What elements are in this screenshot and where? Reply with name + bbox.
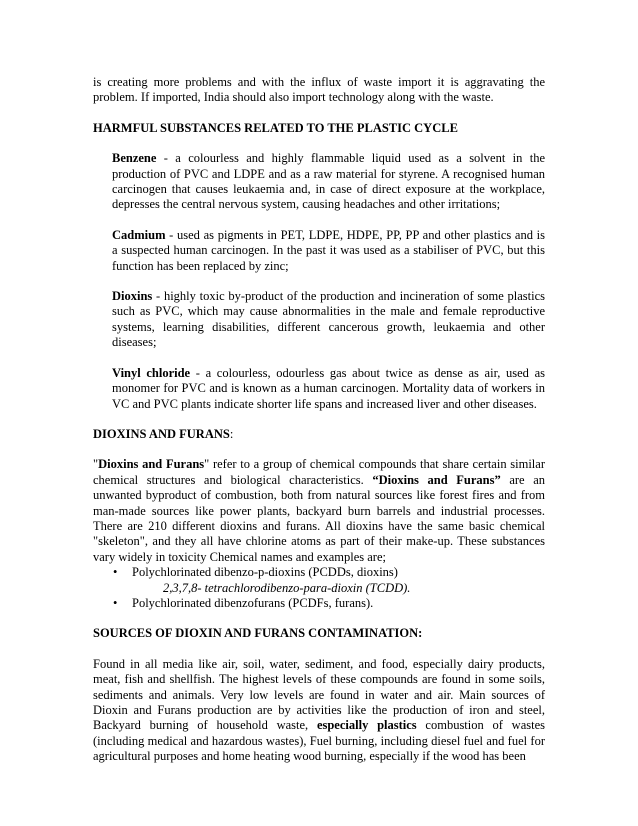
list-item: • Polychlorinated dibenzo-p-dioxins (PCDDs, dioxins) bbox=[113, 565, 545, 580]
list-item: • Polychlorinated dibenzofurans (PCDFs, furans). bbox=[113, 596, 545, 611]
intro-paragraph: is creating more problems and with the influx of waste import it is aggravating the problem. If imported, India should also import technology along with the waste. bbox=[93, 75, 545, 105]
item-benzene bbox=[93, 151, 545, 213]
item-dioxins bbox=[93, 289, 545, 351]
term-dioxins-and-furans-quoted: “Dioxins and Furans” bbox=[372, 472, 501, 487]
list-item-sub: 2,3,7,8- tetrachlorodibenzo-para-dioxin (TCDD). bbox=[163, 580, 411, 595]
section-heading-harmful-substances: HARMFUL SUBSTANCES RELATED TO THE PLASTIC CYCLE bbox=[93, 120, 458, 135]
term-dioxins: Dioxins bbox=[112, 289, 153, 304]
term-vinyl-chloride: Vinyl chloride bbox=[112, 365, 191, 380]
desc-cadmium: - used as pigments in PET, LDPE, HDPE, PP, PP and other plastics and is a suspected human carcinogen. In the past it was used as a stabiliser of PVC, but this function has been replaced by zinc; bbox=[112, 227, 545, 273]
desc-vinyl-chloride: - a colourless, odourless gas about twice as dense as air, used as monomer for PVC and is known as a human carcinogen. Mortality data of workers in VC and PVC plants indicate shorter life spans and increased liver and other diseases. bbox=[112, 365, 545, 411]
item-cadmium bbox=[93, 228, 545, 274]
dioxins-furans-paragraph: "Dioxins and Furans" refer to a group of chemical compounds that share certain similar chemical structures and biological characteristics. “Dioxins and Furans” are an unwanted byproduct of combustion, both from natural sources like forest fires and from man-made sources like power plants, backyard burn barrels and industrial processes. There are 210 different dioxins and furans. All dioxins have the same basic chemical "skeleton", and they all have chlorine atoms as part of their make-up. These substances vary widely in toxicity Chemical names and examples are; bbox=[93, 457, 545, 564]
desc-dioxins: - highly toxic by-product of the production and incineration of some plastics such as PVC, which may cause abnormalities in the male and female reproductive systems, learning disabilities, different cancerous growth, leukaemia and other diseases; bbox=[112, 289, 545, 350]
item-vinyl-chloride bbox=[93, 366, 545, 412]
term-cadmium: Cadmium bbox=[112, 227, 166, 242]
section-heading-sources: SOURCES OF DIOXIN AND FURANS CONTAMINATION: bbox=[93, 626, 423, 641]
term-benzene: Benzene bbox=[112, 151, 157, 166]
section-heading-dioxins-furans: DIOXINS AND FURANS: bbox=[93, 426, 234, 441]
term-dioxins-and-furans: Dioxins and Furans bbox=[98, 457, 205, 472]
emphasis-plastics: especially plastics bbox=[316, 718, 417, 733]
compound-list bbox=[93, 565, 545, 611]
desc-benzene: - a colourless and highly flammable liquid used as a solvent in the production of PVC and LDPE and as a raw material for styrene. A recognised human carcinogen that causes leukaemia and, in case of direct exposure at the workplace, depresses the central nervous system, causing headaches and other irritations; bbox=[112, 151, 545, 212]
sources-paragraph: Found in all media like air, soil, water, sediment, and food, especially dairy products, meat, fish and shellfish. The highest levels of these compounds are found in some soils, sediments and animals. Very low levels are found in water and air. Main sources of Dioxin and Furans production are by activities like the production of iron and steel, Backyard burning of household waste, especially plastics combustion of wastes (including medical and hazardous wastes), Fuel burning, including diesel fuel and fuel for agricultural purposes and home heating wood burning, especially if the wood has been bbox=[93, 656, 546, 764]
